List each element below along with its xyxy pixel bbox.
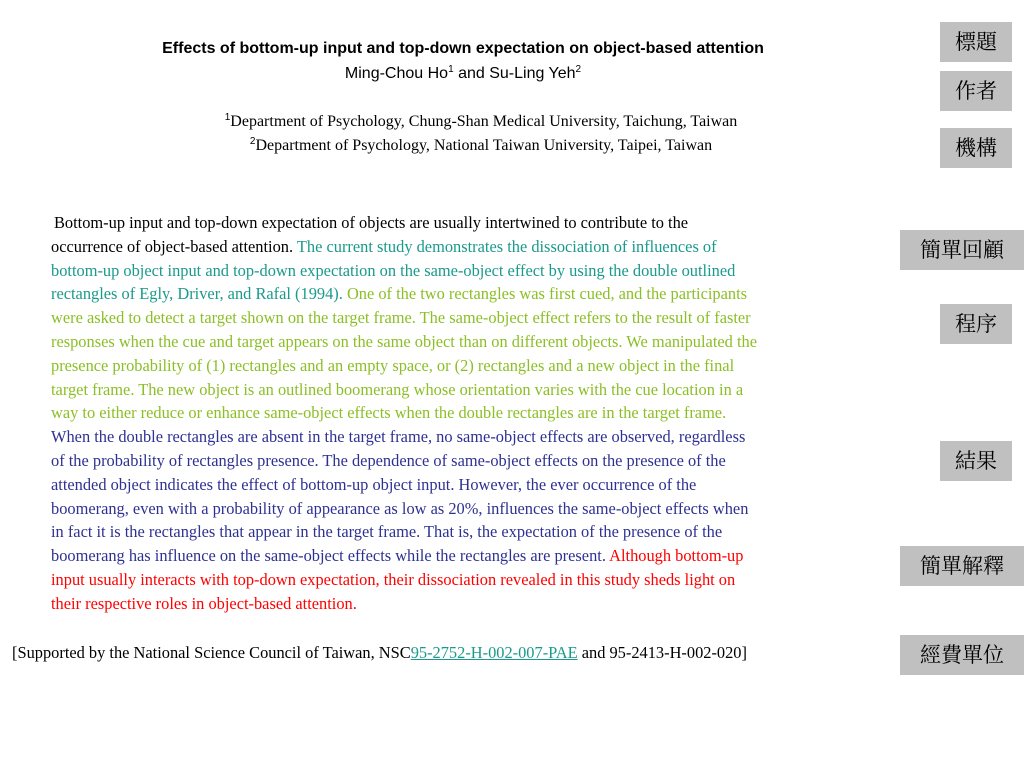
abstract-text-segment: were asked to detect a target shown on the target frame. The same-object effect refers to the result of faster [51,308,751,328]
abstract-line [51,235,913,259]
abstract-text-segment: presence probability of (1) rectangles and an empty space, or (2) rectangles and a new object in the final [51,355,735,375]
abstract-text-segment: Bottom-up input and top-down expectation of objects are usually intertwined to contribute to the [54,213,689,232]
abstract-text-segment: their respective roles in object-based attention. [51,593,357,613]
author-affiliation-mark: 2 [575,64,582,75]
funding-suffix: and 95-2413-H-002-020] [577,643,747,662]
abstract-text-segment: attended object indicates the effect of bottom-up object input. However, the ever occurrence of the [51,474,697,494]
nav-button-procedure[interactable]: 程序 [940,304,1012,344]
abstract-line [51,354,913,378]
abstract-text-segment: rectangles of Egly, Driver, and Rafal (1994). [51,284,347,304]
abstract-text-segment: target frame. The new object is an outlined boomerang whose orientation varies with the cue location in a [51,379,744,399]
abstract-line [51,330,913,354]
abstract-text-segment: The current study demonstrates the dissociation of influences of [296,236,717,256]
author-joiner: and [453,65,490,82]
abstract-line [51,592,913,616]
abstract-text-segment: boomerang, even with a probability of appearance as low as 20%, influences the same-object effects when [51,498,749,518]
affiliation-number: 1 [224,112,231,123]
abstract-line [51,473,913,497]
abstract-text-segment: bottom-up object input and top-down expectation on the same-object effect by using the double outlined [51,260,736,280]
abstract-line [51,497,913,521]
abstract-text-segment: One of the two rectangles was first cued, and the participants [346,284,748,304]
affiliation-text: Department of Psychology, Chung-Shan Medical University, Taichung, Taiwan [230,113,738,130]
abstract-text-segment: input usually interacts with top-down expectation, their dissociation revealed in this study sheds light on [51,569,736,589]
abstract-line [51,401,913,425]
nav-button-title[interactable]: 標題 [940,22,1012,62]
abstract-text-segment: of the probability of rectangles presence. The dependence of same-object effects on the presence of the [51,450,726,470]
abstract-line [51,520,913,544]
abstract-text-segment: Although bottom-up [609,546,744,566]
abstract-line [51,259,913,283]
nav-button-brief-explanation[interactable]: 簡單解釋 [900,546,1024,586]
abstract-line [51,378,913,402]
abstract-line [51,282,913,306]
abstract-line [51,306,913,330]
funding-prefix: [Supported by the National Science Council of Taiwan, NSC [12,643,411,662]
nav-button-institution[interactable]: 機構 [940,128,1012,168]
abstract-line [51,544,913,568]
abstract-line [51,449,913,473]
author-name: Ming-Chou Ho [344,65,449,82]
affiliation-2 [40,135,922,157]
author-line [40,63,886,85]
abstract-text-segment: responses when the cue and target appears on the same object than on different objects. We manipulated the [51,331,757,351]
nav-button-funding[interactable]: 經費單位 [900,635,1024,675]
abstract-line [51,568,913,592]
affiliation-number: 2 [249,136,256,147]
abstract-text-segment: occurrence of object-based attention. [51,236,297,256]
abstract-paragraph [51,211,913,616]
nav-button-brief-review[interactable]: 簡單回顧 [900,230,1024,270]
grant-number-link[interactable]: 95-2752-H-002-007-PAE [410,643,578,662]
affiliation-1 [40,111,922,133]
author-name: Su-Ling Yeh [489,65,576,82]
affiliation-text: Department of Psychology, National Taiwan University, Taipei, Taiwan [255,137,713,154]
author-affiliation-mark: 1 [448,64,454,75]
abstract-text-segment: When the double rectangles are absent in the target frame, no same-object effects are observed, regardless [51,427,746,447]
nav-button-results[interactable]: 結果 [940,441,1012,481]
funding-note [12,642,747,664]
paper-title: Effects of bottom-up input and top-down expectation on object-based attention [162,40,764,57]
abstract-line [51,211,913,235]
abstract-text-segment: in fact it is the rectangles that appear in the target frame. That is, the expectation of the presence of the [51,522,723,542]
nav-button-author[interactable]: 作者 [940,71,1012,111]
abstract-line [51,425,913,449]
abstract-text-segment: boomerang has influence on the same-object effects while the rectangles are present. [51,546,610,566]
abstract-text-segment: way to either reduce or enhance same-object effects when the double rectangles are in the target frame. [51,403,727,423]
